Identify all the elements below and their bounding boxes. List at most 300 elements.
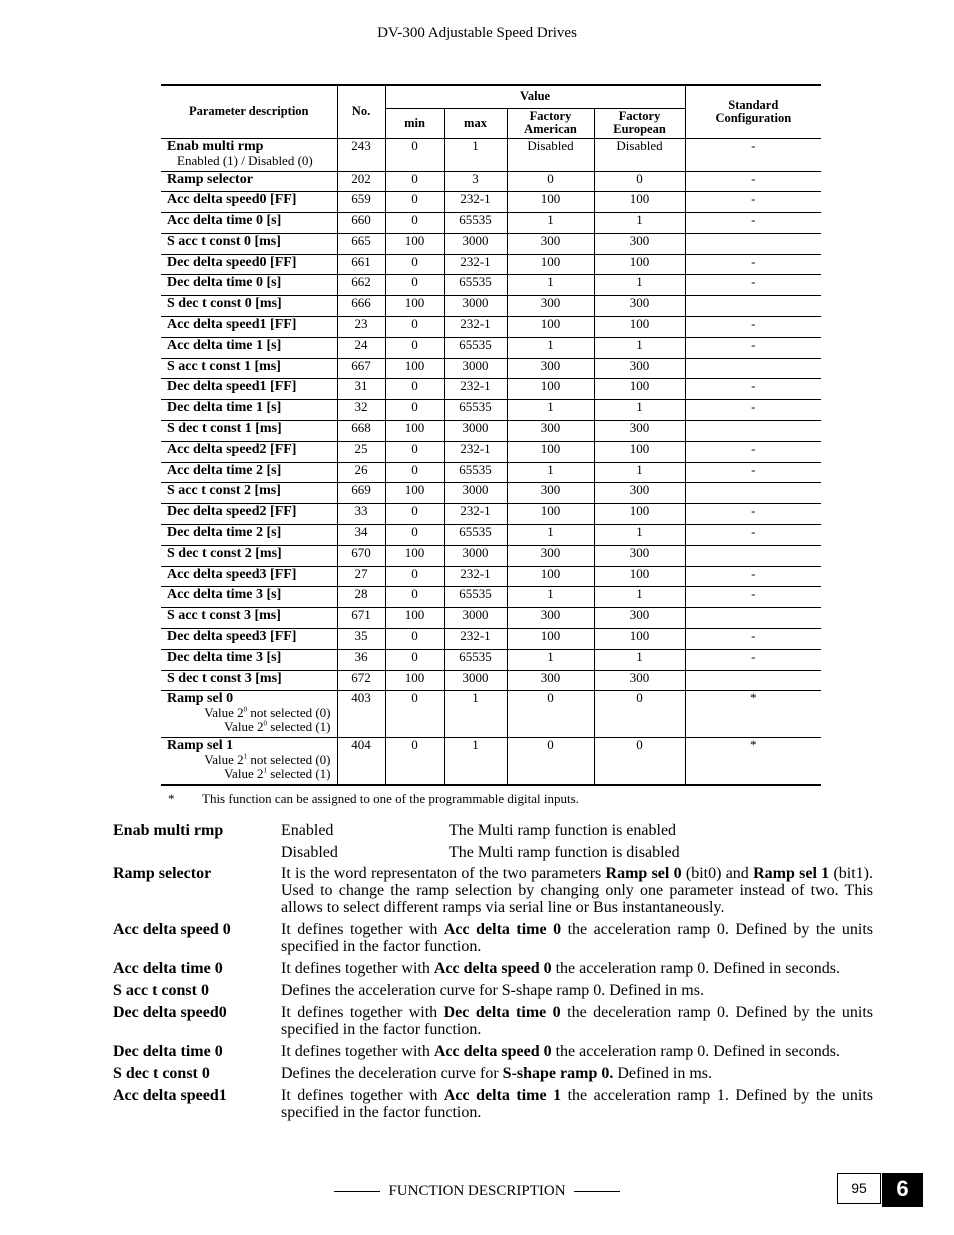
param-standard-config xyxy=(685,233,821,254)
param-option-not-selected: Value $2^0$ not selected (0) xyxy=(204,705,331,721)
param-factory-american: 300 xyxy=(507,545,594,566)
definition-term: Enab multi rmp xyxy=(113,822,224,839)
param-no: 662 xyxy=(337,275,385,296)
param-min: 100 xyxy=(385,421,444,442)
param-no: 661 xyxy=(337,254,385,275)
param-name: Ramp selector xyxy=(167,171,253,187)
param-max: 65535 xyxy=(444,337,507,358)
param-desc-cell xyxy=(161,649,337,670)
param-max: 1 xyxy=(444,138,507,171)
definition-enab-multi-rmp xyxy=(113,822,873,861)
table-row xyxy=(161,358,821,379)
parameter-definitions xyxy=(113,822,873,1126)
definition-body: It is the word representaton of the two parameters Ramp sel 0 (bit0) and Ramp sel 1 (bit1). Used to change the ramp selection by changing only one parameter instead of two. This allows to select different ramps via serial line or Bus instantaneously. xyxy=(281,865,874,916)
table-row xyxy=(161,254,821,275)
param-min: 0 xyxy=(385,400,444,421)
param-no: 668 xyxy=(337,421,385,442)
param-desc-cell xyxy=(161,379,337,400)
definition-s-acc-t-const-0 xyxy=(113,982,873,999)
param-factory-european: 100 xyxy=(594,192,685,213)
param-max: 1 xyxy=(444,691,507,738)
table-row xyxy=(161,525,821,546)
param-option-selected: Value $2^1$ selected (1) xyxy=(224,766,331,782)
param-desc-cell xyxy=(161,400,337,421)
table-row xyxy=(161,379,821,400)
param-max: 232-1 xyxy=(444,379,507,400)
param-min: 0 xyxy=(385,441,444,462)
param-max: 3000 xyxy=(444,608,507,629)
param-factory-european: Disabled xyxy=(594,138,685,171)
param-factory-american: 100 xyxy=(507,441,594,462)
table-row xyxy=(161,138,821,171)
param-desc-cell xyxy=(161,138,337,171)
param-name: Dec delta speed2 [FF] xyxy=(167,504,297,520)
definition-acc-delta-speed-1 xyxy=(113,1087,873,1121)
param-desc-cell xyxy=(161,462,337,483)
param-name: S dec t const 2 [ms] xyxy=(167,545,282,561)
param-name: Dec delta time 3 [s] xyxy=(167,649,282,665)
param-no: 403 xyxy=(337,691,385,738)
page-footer xyxy=(0,1183,954,1200)
param-min: 100 xyxy=(385,483,444,504)
param-factory-american: 100 xyxy=(507,504,594,525)
param-standard-config xyxy=(685,545,821,566)
param-factory-european: 1 xyxy=(594,213,685,234)
param-standard-config: - xyxy=(685,275,821,296)
table-row xyxy=(161,462,821,483)
table-row xyxy=(161,275,821,296)
param-desc-cell xyxy=(161,566,337,587)
table-row xyxy=(161,670,821,691)
param-standard-config xyxy=(685,670,821,691)
option-key: Disabled xyxy=(281,844,338,861)
param-name: Enab multi rmp xyxy=(167,138,264,154)
param-factory-american: 0 xyxy=(507,171,594,192)
param-min: 0 xyxy=(385,649,444,670)
param-standard-config: - xyxy=(685,400,821,421)
param-standard-config: - xyxy=(685,192,821,213)
param-min: 0 xyxy=(385,504,444,525)
param-no: 26 xyxy=(337,462,385,483)
param-max: 65535 xyxy=(444,525,507,546)
param-factory-european: 300 xyxy=(594,358,685,379)
header-value: Value xyxy=(385,85,685,108)
table-row xyxy=(161,233,821,254)
table-row xyxy=(161,192,821,213)
param-factory-european: 1 xyxy=(594,587,685,608)
param-name: Dec delta speed3 [FF] xyxy=(167,629,297,645)
param-max: 65535 xyxy=(444,587,507,608)
param-min: 0 xyxy=(385,566,444,587)
param-standard-config: - xyxy=(685,462,821,483)
page-number: 95 xyxy=(837,1173,881,1204)
param-no: 23 xyxy=(337,317,385,338)
param-min: 0 xyxy=(385,462,444,483)
param-factory-american: 1 xyxy=(507,337,594,358)
param-factory-european: 300 xyxy=(594,233,685,254)
param-min: 0 xyxy=(385,691,444,738)
param-factory-american: 300 xyxy=(507,670,594,691)
param-factory-american: 300 xyxy=(507,483,594,504)
param-no: 24 xyxy=(337,337,385,358)
param-desc-cell xyxy=(161,192,337,213)
param-min: 0 xyxy=(385,587,444,608)
param-factory-european: 300 xyxy=(594,296,685,317)
definition-term: S acc t const 0 xyxy=(113,982,209,999)
param-desc-cell xyxy=(161,337,337,358)
param-no: 671 xyxy=(337,608,385,629)
param-standard-config xyxy=(685,296,821,317)
definition-term: Dec delta time 0 xyxy=(113,1043,223,1060)
table-row xyxy=(161,629,821,650)
param-desc-cell xyxy=(161,296,337,317)
option-value: The Multi ramp function is disabled xyxy=(449,844,680,861)
header-max: max xyxy=(444,108,507,138)
param-factory-american: 1 xyxy=(507,587,594,608)
definition-acc-delta-speed-0 xyxy=(113,921,873,955)
param-no: 659 xyxy=(337,192,385,213)
param-factory-american: 300 xyxy=(507,421,594,442)
param-standard-config: - xyxy=(685,525,821,546)
param-max: 3000 xyxy=(444,233,507,254)
param-desc-cell xyxy=(161,441,337,462)
param-name: Acc delta speed2 [FF] xyxy=(167,441,297,457)
param-min: 0 xyxy=(385,379,444,400)
table-row xyxy=(161,317,821,338)
param-no: 665 xyxy=(337,233,385,254)
param-standard-config: - xyxy=(685,649,821,670)
header-standard-configuration: Standard Configuration xyxy=(685,85,821,138)
param-factory-american: 100 xyxy=(507,379,594,400)
param-standard-config: * xyxy=(685,738,821,785)
param-option-selected: Value $2^0$ selected (1) xyxy=(224,719,331,735)
param-max: 65535 xyxy=(444,462,507,483)
param-factory-european: 100 xyxy=(594,379,685,400)
definition-acc-delta-time-0 xyxy=(113,960,873,977)
param-name: Acc delta time 0 [s] xyxy=(167,213,282,229)
param-max: 232-1 xyxy=(444,254,507,275)
param-desc-cell xyxy=(161,358,337,379)
param-factory-european: 100 xyxy=(594,254,685,275)
param-max: 232-1 xyxy=(444,504,507,525)
param-max: 232-1 xyxy=(444,629,507,650)
param-no: 672 xyxy=(337,670,385,691)
param-no: 669 xyxy=(337,483,385,504)
table-row xyxy=(161,504,821,525)
definition-body: It defines together with Acc delta speed 0 the acceleration ramp 0. Defined in seconds. xyxy=(281,960,840,977)
definition-body: It defines together with Acc delta speed 0 the acceleration ramp 0. Defined in seconds. xyxy=(281,1043,840,1060)
param-factory-european: 1 xyxy=(594,400,685,421)
param-name: Acc delta time 2 [s] xyxy=(167,462,282,478)
param-no: 33 xyxy=(337,504,385,525)
table-row xyxy=(161,566,821,587)
param-standard-config: - xyxy=(685,138,821,171)
param-name: S acc t const 2 [ms] xyxy=(167,483,281,499)
table-row xyxy=(161,337,821,358)
param-min: 100 xyxy=(385,608,444,629)
param-factory-american: 300 xyxy=(507,358,594,379)
table-row xyxy=(161,171,821,192)
param-standard-config: * xyxy=(685,691,821,738)
param-factory-american: 100 xyxy=(507,317,594,338)
param-factory-european: 100 xyxy=(594,629,685,650)
param-min: 100 xyxy=(385,358,444,379)
param-standard-config: - xyxy=(685,566,821,587)
param-factory-american: 1 xyxy=(507,525,594,546)
table-row xyxy=(161,400,821,421)
param-name: S dec t const 0 [ms] xyxy=(167,296,282,312)
param-no: 36 xyxy=(337,649,385,670)
definition-body: Defines the deceleration curve for S-shape ramp 0. Defined in ms. xyxy=(281,1065,713,1082)
page-header-title: DV-300 Adjustable Speed Drives xyxy=(377,25,577,41)
param-no: 31 xyxy=(337,379,385,400)
param-no: 660 xyxy=(337,213,385,234)
table-row xyxy=(161,213,821,234)
param-factory-european: 1 xyxy=(594,462,685,483)
definition-term: Acc delta time 0 xyxy=(113,960,223,977)
param-standard-config xyxy=(685,358,821,379)
param-factory-american: 1 xyxy=(507,213,594,234)
param-standard-config xyxy=(685,483,821,504)
param-max: 65535 xyxy=(444,400,507,421)
param-max: 232-1 xyxy=(444,317,507,338)
param-standard-config: - xyxy=(685,629,821,650)
param-name: S acc t const 3 [ms] xyxy=(167,608,281,624)
footnote-text: This function can be assigned to one of the programmable digital inputs. xyxy=(202,791,579,806)
param-min: 100 xyxy=(385,296,444,317)
param-name: Acc delta speed1 [FF] xyxy=(167,317,297,333)
param-name: Acc delta speed3 [FF] xyxy=(167,566,297,582)
param-min: 0 xyxy=(385,213,444,234)
definition-term: Ramp selector xyxy=(113,865,212,882)
param-min: 0 xyxy=(385,738,444,785)
param-factory-american: 0 xyxy=(507,691,594,738)
footer-rule-left xyxy=(334,1191,380,1192)
param-no: 666 xyxy=(337,296,385,317)
param-standard-config xyxy=(685,421,821,442)
param-desc-cell xyxy=(161,629,337,650)
param-no: 404 xyxy=(337,738,385,785)
param-no: 28 xyxy=(337,587,385,608)
param-factory-european: 300 xyxy=(594,421,685,442)
param-standard-config xyxy=(685,608,821,629)
table-row xyxy=(161,545,821,566)
table-row xyxy=(161,441,821,462)
definition-body xyxy=(281,822,873,861)
param-desc-cell xyxy=(161,275,337,296)
param-factory-european: 300 xyxy=(594,608,685,629)
footer-rule-right xyxy=(574,1191,620,1192)
header-factory-european: Factory European xyxy=(594,108,685,138)
definition-term: Acc delta speed 0 xyxy=(113,921,231,938)
param-factory-european: 100 xyxy=(594,566,685,587)
definition-dec-delta-speed-0 xyxy=(113,1004,873,1038)
param-name: Ramp sel 1 xyxy=(167,738,234,754)
param-min: 0 xyxy=(385,337,444,358)
param-min: 100 xyxy=(385,545,444,566)
param-standard-config: - xyxy=(685,504,821,525)
param-standard-config: - xyxy=(685,587,821,608)
header-factory-american: Factory American xyxy=(507,108,594,138)
param-desc-cell xyxy=(161,171,337,192)
param-standard-config: - xyxy=(685,254,821,275)
header-min: min xyxy=(385,108,444,138)
param-no: 35 xyxy=(337,629,385,650)
param-factory-european: 100 xyxy=(594,504,685,525)
param-option-not-selected: Value $2^1$ not selected (0) xyxy=(204,752,331,768)
param-no: 243 xyxy=(337,138,385,171)
param-max: 1 xyxy=(444,738,507,785)
param-name: S acc t const 0 [ms] xyxy=(167,233,281,249)
param-no: 32 xyxy=(337,400,385,421)
param-no: 27 xyxy=(337,566,385,587)
chapter-tab: 6 xyxy=(882,1173,923,1207)
param-factory-american: 300 xyxy=(507,296,594,317)
param-desc-cell xyxy=(161,483,337,504)
param-min: 100 xyxy=(385,233,444,254)
param-standard-config: - xyxy=(685,337,821,358)
param-desc-cell xyxy=(161,608,337,629)
param-no: 25 xyxy=(337,441,385,462)
param-desc-cell xyxy=(161,254,337,275)
param-min: 0 xyxy=(385,171,444,192)
param-desc-cell xyxy=(161,317,337,338)
param-desc-cell xyxy=(161,545,337,566)
header-param-description: Parameter description xyxy=(161,85,337,138)
param-desc-cell xyxy=(161,525,337,546)
param-min: 0 xyxy=(385,525,444,546)
param-max: 3000 xyxy=(444,358,507,379)
param-min: 0 xyxy=(385,254,444,275)
footer-title: FUNCTION DESCRIPTION xyxy=(388,1183,566,1199)
option-value: The Multi ramp function is enabled xyxy=(449,822,677,839)
param-name: Acc delta time 1 [s] xyxy=(167,337,282,353)
param-max: 3 xyxy=(444,171,507,192)
param-name: Dec delta time 2 [s] xyxy=(167,525,282,541)
table-row xyxy=(161,691,821,738)
param-factory-european: 0 xyxy=(594,738,685,785)
table-row xyxy=(161,296,821,317)
table-row xyxy=(161,483,821,504)
param-desc-cell xyxy=(161,504,337,525)
param-max: 65535 xyxy=(444,649,507,670)
param-factory-american: 300 xyxy=(507,608,594,629)
param-min: 0 xyxy=(385,138,444,171)
param-no: 202 xyxy=(337,171,385,192)
definition-dec-delta-time-0 xyxy=(113,1043,873,1060)
param-factory-european: 0 xyxy=(594,691,685,738)
table-row xyxy=(161,421,821,442)
param-min: 0 xyxy=(385,317,444,338)
param-factory-european: 1 xyxy=(594,275,685,296)
param-factory-american: 100 xyxy=(507,192,594,213)
definition-term: S dec t const 0 xyxy=(113,1065,210,1082)
param-max: 232-1 xyxy=(444,192,507,213)
param-factory-european: 1 xyxy=(594,525,685,546)
param-standard-config: - xyxy=(685,171,821,192)
param-max: 3000 xyxy=(444,483,507,504)
parameter-table xyxy=(161,84,821,786)
param-factory-american: 1 xyxy=(507,649,594,670)
param-max: 232-1 xyxy=(444,441,507,462)
param-desc-cell xyxy=(161,233,337,254)
param-factory-european: 1 xyxy=(594,337,685,358)
definition-term: Dec delta speed0 xyxy=(113,1004,227,1021)
param-min: 0 xyxy=(385,192,444,213)
param-name: Dec delta speed1 [FF] xyxy=(167,379,297,395)
param-name: Dec delta time 0 [s] xyxy=(167,275,282,291)
param-standard-config: - xyxy=(685,441,821,462)
param-factory-american: 1 xyxy=(507,462,594,483)
param-factory-european: 300 xyxy=(594,483,685,504)
param-desc-cell xyxy=(161,421,337,442)
param-factory-european: 100 xyxy=(594,317,685,338)
param-factory-american: Disabled xyxy=(507,138,594,171)
param-desc-cell xyxy=(161,587,337,608)
param-standard-config: - xyxy=(685,213,821,234)
definition-body: It defines together with Dec delta time 0 the deceleration ramp 0. Defined by the units specified in the factor function. xyxy=(281,1004,874,1038)
param-factory-american: 1 xyxy=(507,400,594,421)
definition-body: It defines together with Acc delta time 0 the acceleration ramp 0. Defined by the units specified in the factor function. xyxy=(281,921,874,955)
param-factory-european: 1 xyxy=(594,649,685,670)
param-standard-config: - xyxy=(685,317,821,338)
definition-body: Defines the acceleration curve for S-shape ramp 0. Defined in ms. xyxy=(281,982,704,999)
param-name: Acc delta time 3 [s] xyxy=(167,587,282,603)
param-max: 3000 xyxy=(444,545,507,566)
param-min: 0 xyxy=(385,629,444,650)
param-max: 65535 xyxy=(444,213,507,234)
param-name: S dec t const 3 [ms] xyxy=(167,670,282,686)
param-desc-cell xyxy=(161,691,337,738)
param-max: 3000 xyxy=(444,670,507,691)
param-max: 232-1 xyxy=(444,566,507,587)
param-max: 65535 xyxy=(444,275,507,296)
param-factory-european: 300 xyxy=(594,670,685,691)
param-desc-cell xyxy=(161,738,337,785)
definition-term: Acc delta speed1 xyxy=(113,1087,227,1104)
table-row xyxy=(161,738,821,785)
param-factory-european: 0 xyxy=(594,171,685,192)
param-no: 670 xyxy=(337,545,385,566)
table-row xyxy=(161,608,821,629)
table-row xyxy=(161,587,821,608)
param-name: Dec delta time 1 [s] xyxy=(167,400,282,416)
param-factory-american: 1 xyxy=(507,275,594,296)
param-name: Ramp sel 0 xyxy=(167,691,234,707)
param-desc-cell xyxy=(161,670,337,691)
param-options: Enabled (1) / Disabled (0) xyxy=(177,152,313,168)
header-no: No. xyxy=(337,85,385,138)
param-factory-american: 100 xyxy=(507,566,594,587)
table-footnote xyxy=(168,791,579,807)
param-factory-american: 0 xyxy=(507,738,594,785)
param-name: S acc t const 1 [ms] xyxy=(167,358,281,374)
param-factory-european: 300 xyxy=(594,545,685,566)
param-factory-american: 300 xyxy=(507,233,594,254)
param-min: 100 xyxy=(385,670,444,691)
param-name: S dec t const 1 [ms] xyxy=(167,421,282,437)
param-factory-european: 100 xyxy=(594,441,685,462)
definition-s-dec-t-const-0 xyxy=(113,1065,873,1082)
option-key: Enabled xyxy=(281,822,334,839)
param-max: 3000 xyxy=(444,296,507,317)
definition-ramp-selector xyxy=(113,865,873,916)
param-desc-cell xyxy=(161,213,337,234)
footnote-mark: * xyxy=(168,791,175,806)
param-no: 667 xyxy=(337,358,385,379)
param-name: Dec delta speed0 [FF] xyxy=(167,254,297,270)
param-name: Acc delta speed0 [FF] xyxy=(167,192,297,208)
